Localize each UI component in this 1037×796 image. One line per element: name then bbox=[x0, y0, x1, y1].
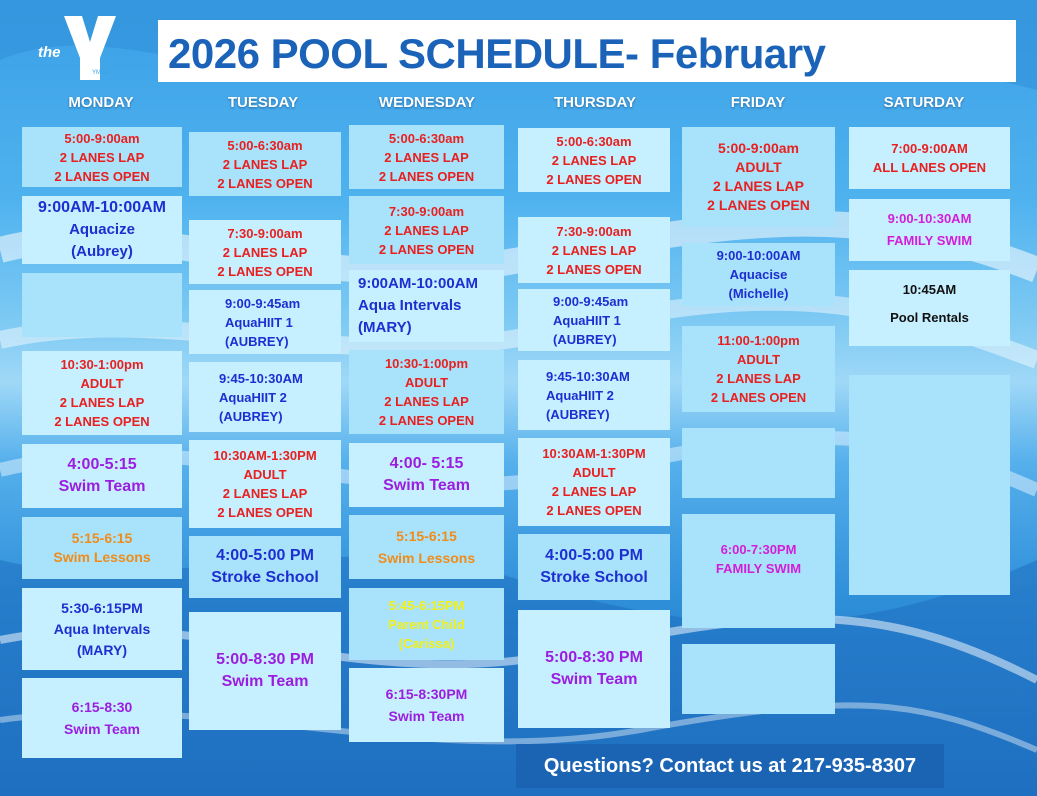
wednesday-early-lap-block: 5:00-6:30am 2 LANES LAP 2 LANES OPEN bbox=[349, 125, 504, 189]
tuesday-adult-block: 10:30AM-1:30PM ADULT 2 LANES LAP 2 LANES OPEN bbox=[189, 440, 341, 528]
title-banner bbox=[158, 20, 1016, 82]
thursday-morning-lap-block: 7:30-9:00am 2 LANES LAP 2 LANES OPEN bbox=[518, 217, 670, 283]
friday-adult-lap-block: 5:00-9:00am ADULT 2 LANES LAP 2 LANES OPEN bbox=[682, 127, 835, 227]
tuesday-swim-team-block: 5:00-8:30 PM Swim Team bbox=[189, 612, 341, 730]
logo-the-text: the bbox=[38, 44, 61, 61]
saturday-empty-block bbox=[849, 375, 1010, 595]
saturday-family-swim-block: 9:00-10:30AM FAMILY SWIM bbox=[849, 199, 1010, 261]
wednesday-swim-team-block: 4:00- 5:15 Swim Team bbox=[349, 443, 504, 507]
contact-banner: Questions? Contact us at 217-935-8307 bbox=[516, 744, 944, 788]
tuesday-early-lap-block: 5:00-6:30am 2 LANES LAP 2 LANES OPEN bbox=[189, 132, 341, 196]
friday-family-swim-block: 6:00-7:30PM FAMILY SWIM bbox=[682, 514, 835, 628]
day-header-friday: FRIDAY bbox=[730, 94, 786, 111]
ymca-logo bbox=[30, 14, 140, 84]
tuesday-morning-lap-block: 7:30-9:00am 2 LANES LAP 2 LANES OPEN bbox=[189, 220, 341, 284]
day-header-thursday: THURSDAY bbox=[554, 94, 636, 111]
wednesday-morning-lap-block: 7:30-9:00am 2 LANES LAP 2 LANES OPEN bbox=[349, 196, 504, 264]
tuesday-aquahiit1-block: 9:00-9:45am AquaHIIT 1 (AUBREY) bbox=[189, 290, 341, 354]
day-header-tuesday: TUESDAY bbox=[227, 94, 299, 111]
wednesday-adult-block: 10:30-1:00pm ADULT 2 LANES LAP 2 LANES OPEN bbox=[349, 350, 504, 434]
day-header-monday: MONDAY bbox=[68, 94, 134, 111]
wednesday-aqua-intervals-block: 9:00AM-10:00AM Aqua Intervals (MARY) bbox=[349, 270, 504, 342]
thursday-aquahiit1-block: 9:00-9:45am AquaHIIT 1 (AUBREY) bbox=[518, 289, 670, 351]
wednesday-parent-child-block: 5:45-6:15PM Parent Child (Carissa) bbox=[349, 588, 504, 660]
monday-aquacize-block: 9:00AM-10:00AM Aquacize (Aubrey) bbox=[22, 196, 182, 264]
thursday-early-lap-block: 5:00-6:30am 2 LANES LAP 2 LANES OPEN bbox=[518, 128, 670, 192]
monday-empty-block bbox=[22, 273, 182, 337]
monday-aqua-intervals-block: 5:30-6:15PM Aqua Intervals (MARY) bbox=[22, 588, 182, 670]
page-title: 2026 POOL SCHEDULE- February bbox=[168, 30, 826, 77]
monday-swim-lessons-block: 5:15-6:15 Swim Lessons bbox=[22, 517, 182, 579]
monday-lap-swim-block: 5:00-9:00am 2 LANES LAP 2 LANES OPEN bbox=[22, 127, 182, 187]
tuesday-stroke-school-block: 4:00-5:00 PM Stroke School bbox=[189, 536, 341, 598]
friday-empty-block bbox=[682, 428, 835, 498]
thursday-swim-team-block: 5:00-8:30 PM Swim Team bbox=[518, 610, 670, 728]
saturday-lanes-open-block: 7:00-9:00AM ALL LANES OPEN bbox=[849, 127, 1010, 189]
tuesday-aquahiit2-block: 9:45-10:30AM AquaHIIT 2 (AUBREY) bbox=[189, 362, 341, 432]
wednesday-swim-lessons-block: 5:15-6:15 Swim Lessons bbox=[349, 515, 504, 579]
friday-midday-adult-block: 11:00-1:00pm ADULT 2 LANES LAP 2 LANES OPEN bbox=[682, 326, 835, 412]
logo-wordmark: YMCA bbox=[92, 70, 110, 76]
thursday-stroke-school-block: 4:00-5:00 PM Stroke School bbox=[518, 534, 670, 600]
monday-adult-block: 10:30-1:00pm ADULT 2 LANES LAP 2 LANES OPEN bbox=[22, 351, 182, 435]
monday-swim-team-block: 4:00-5:15 Swim Team bbox=[22, 444, 182, 508]
thursday-adult-block: 10:30AM-1:30PM ADULT 2 LANES LAP 2 LANES OPEN bbox=[518, 438, 670, 526]
friday-aquacise-block: 9:00-10:00AM Aquacise (Michelle) bbox=[682, 243, 835, 306]
wednesday-evening-swim-team-block: 6:15-8:30PM Swim Team bbox=[349, 668, 504, 742]
day-header-saturday: SATURDAY bbox=[883, 94, 965, 111]
monday-evening-swim-team-block: 6:15-8:30 Swim Team bbox=[22, 678, 182, 758]
friday-empty-evening-block bbox=[682, 644, 835, 714]
thursday-aquahiit2-block: 9:45-10:30AM AquaHIIT 2 (AUBREY) bbox=[518, 360, 670, 430]
day-header-wednesday: WEDNESDAY bbox=[378, 94, 476, 111]
saturday-pool-rentals-block: 10:45AM Pool Rentals bbox=[849, 270, 1010, 346]
